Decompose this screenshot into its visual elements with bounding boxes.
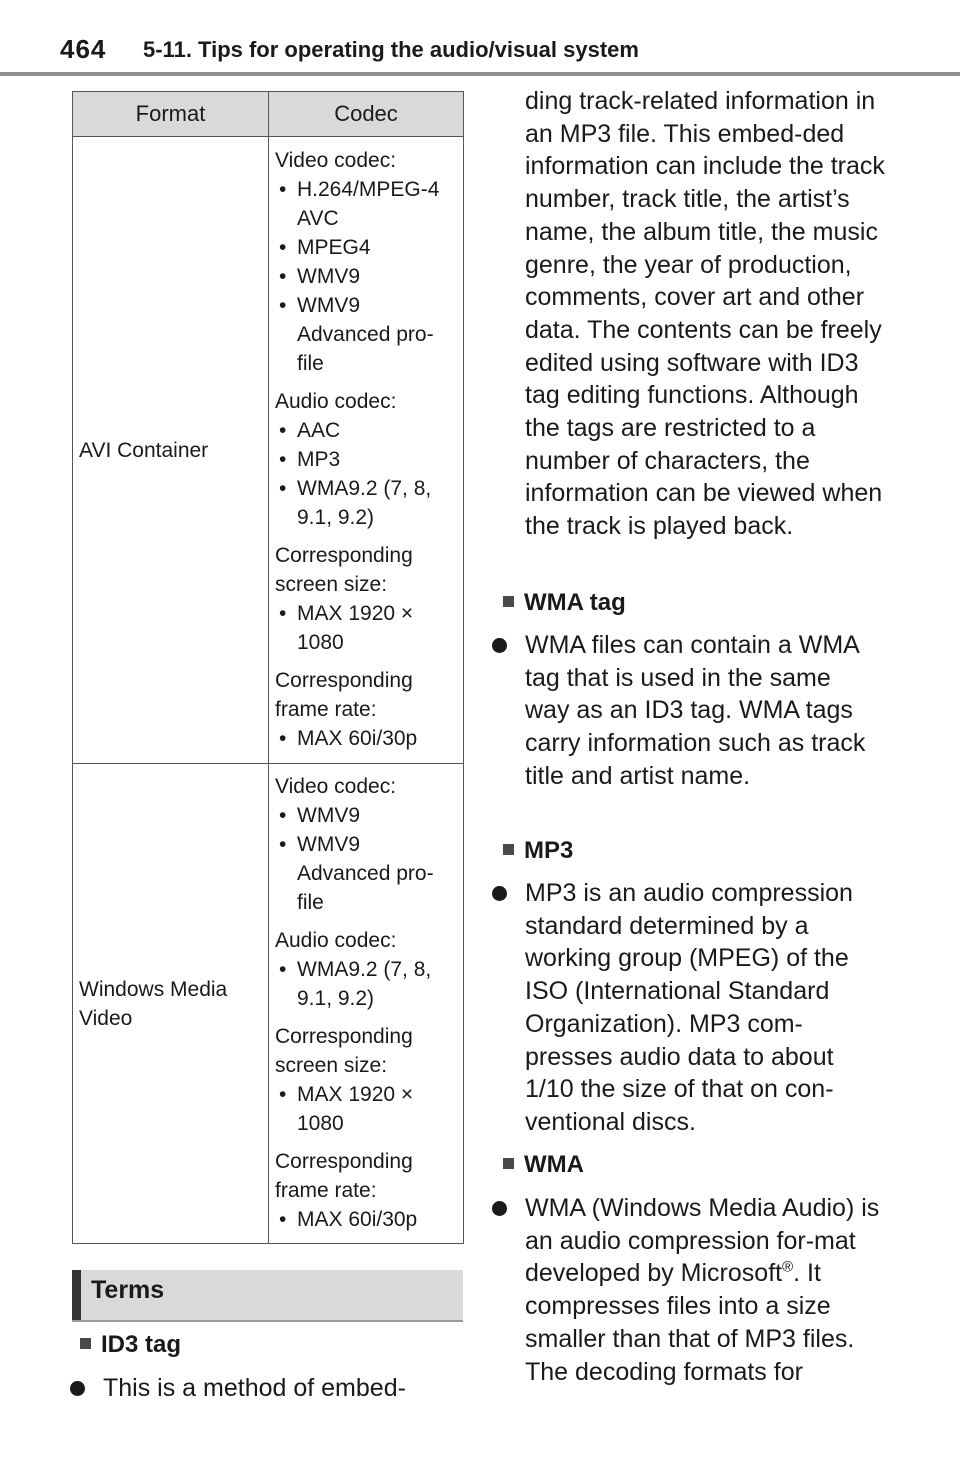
column-header-codec: Codec bbox=[269, 92, 464, 137]
id3-tag-text-start: This is a method of embed- bbox=[103, 1374, 406, 1402]
codec-group bbox=[275, 666, 455, 753]
wma-heading-text: WMA bbox=[524, 1151, 584, 1178]
header-divider bbox=[0, 72, 960, 76]
round-bullet-icon bbox=[492, 638, 507, 653]
codec-group bbox=[275, 926, 455, 1013]
chapter-title: 5-11. Tips for operating the audio/visual system bbox=[143, 37, 639, 62]
wma-text-b: . It compresses files into a size smaller than that of MP3 files. The decoding formats for bbox=[525, 1259, 855, 1386]
id3-tag-heading-text: ID3 tag bbox=[101, 1331, 182, 1358]
id3-tag-paragraph-start bbox=[103, 1372, 443, 1405]
id3-tag-paragraph-continued: ding track-related information in an MP3 file. This embed-ded information can include the track number, track title, the artist’s name, the album title, the music genre, the year of production, comments, cover art and other data. The contents can be freely edited using software with ID3 tag editing functions. Although the tags are restricted to a number of characters, the information can be viewed when the track is played back. bbox=[525, 87, 885, 541]
wma-tag-heading bbox=[503, 589, 626, 617]
list-item: • WMV9 Advanced pro-file bbox=[275, 291, 455, 378]
wma-tag-paragraph bbox=[525, 629, 875, 793]
codec-group-label: Corresponding screen size: bbox=[275, 1025, 413, 1077]
heading-accent-bar bbox=[72, 1270, 81, 1320]
table-row bbox=[73, 137, 464, 764]
list-item: • WMV9 bbox=[275, 801, 455, 830]
round-bullet-icon bbox=[492, 886, 507, 901]
table-row bbox=[73, 764, 464, 1244]
round-bullet-icon bbox=[70, 1381, 85, 1396]
codec-cell bbox=[269, 764, 464, 1244]
codec-table bbox=[72, 91, 464, 1244]
list-item: • MAX 60i/30p bbox=[275, 724, 455, 753]
codec-group-label: Video codec: bbox=[275, 775, 397, 798]
codec-group-label: Corresponding frame rate: bbox=[275, 1150, 413, 1202]
wma-heading bbox=[503, 1151, 584, 1179]
id3-tag-heading bbox=[80, 1331, 181, 1359]
terms-divider bbox=[72, 1320, 463, 1322]
codec-group bbox=[275, 772, 455, 917]
registered-mark: ® bbox=[782, 1259, 794, 1277]
round-bullet-icon bbox=[492, 1201, 507, 1216]
column-header-format: Format bbox=[73, 92, 269, 137]
list-item: • WMA9.2 (7, 8, 9.1, 9.2) bbox=[275, 474, 455, 532]
list-item: • WMV9 Advanced pro-file bbox=[275, 830, 455, 917]
format-cell: AVI Container bbox=[73, 137, 269, 764]
list-item: • MAX 1920 × 1080 bbox=[275, 1080, 455, 1138]
codec-group bbox=[275, 387, 455, 532]
square-bullet-icon bbox=[503, 844, 514, 855]
square-bullet-icon bbox=[80, 1338, 91, 1349]
list-item: • AAC bbox=[275, 416, 455, 445]
list-item: • MAX 60i/30p bbox=[275, 1205, 455, 1234]
list-item: • WMV9 bbox=[275, 262, 455, 291]
codec-group-label: Audio codec: bbox=[275, 390, 397, 413]
square-bullet-icon bbox=[503, 596, 514, 607]
square-bullet-icon bbox=[503, 1158, 514, 1169]
codec-group-label: Corresponding frame rate: bbox=[275, 669, 413, 721]
terms-title: Terms bbox=[91, 1276, 165, 1304]
page-number: 464 bbox=[60, 34, 107, 64]
table-header-row bbox=[73, 92, 464, 137]
mp3-paragraph bbox=[525, 877, 885, 1139]
codec-group-label: Audio codec: bbox=[275, 929, 397, 952]
list-item: • MAX 1920 × 1080 bbox=[275, 599, 455, 657]
list-item: • MP3 bbox=[275, 445, 455, 474]
codec-group bbox=[275, 146, 455, 378]
codec-group bbox=[275, 541, 455, 657]
codec-group-label: Video codec: bbox=[275, 149, 397, 172]
mp3-heading bbox=[503, 837, 573, 865]
wma-paragraph bbox=[525, 1192, 885, 1388]
wma-tag-text: WMA files can contain a WMA tag that is used in the same way as an ID3 tag. WMA tags carry information such as track title and artist name. bbox=[525, 631, 866, 790]
format-cell: Windows Media Video bbox=[73, 764, 269, 1244]
mp3-text: MP3 is an audio compression standard determined by a working group (MPEG) of the ISO (International Standard Organization). MP3 com-presses audio data to about 1/10 the size of that on con-ventional discs. bbox=[525, 879, 853, 1136]
list-item: • H.264/MPEG-4 AVC bbox=[275, 175, 455, 233]
wma-text-a: WMA (Windows Media Audio) is an audio compression for-mat developed by Microsoft bbox=[525, 1194, 880, 1288]
terms-section-heading bbox=[72, 1270, 463, 1320]
codec-group bbox=[275, 1022, 455, 1138]
codec-group-label: Corresponding screen size: bbox=[275, 544, 413, 596]
mp3-heading-text: MP3 bbox=[524, 837, 574, 864]
wma-tag-heading-text: WMA tag bbox=[524, 589, 626, 616]
codec-group bbox=[275, 1147, 455, 1234]
codec-cell bbox=[269, 137, 464, 764]
list-item: • WMA9.2 (7, 8, 9.1, 9.2) bbox=[275, 955, 455, 1013]
list-item: • MPEG4 bbox=[275, 233, 455, 262]
